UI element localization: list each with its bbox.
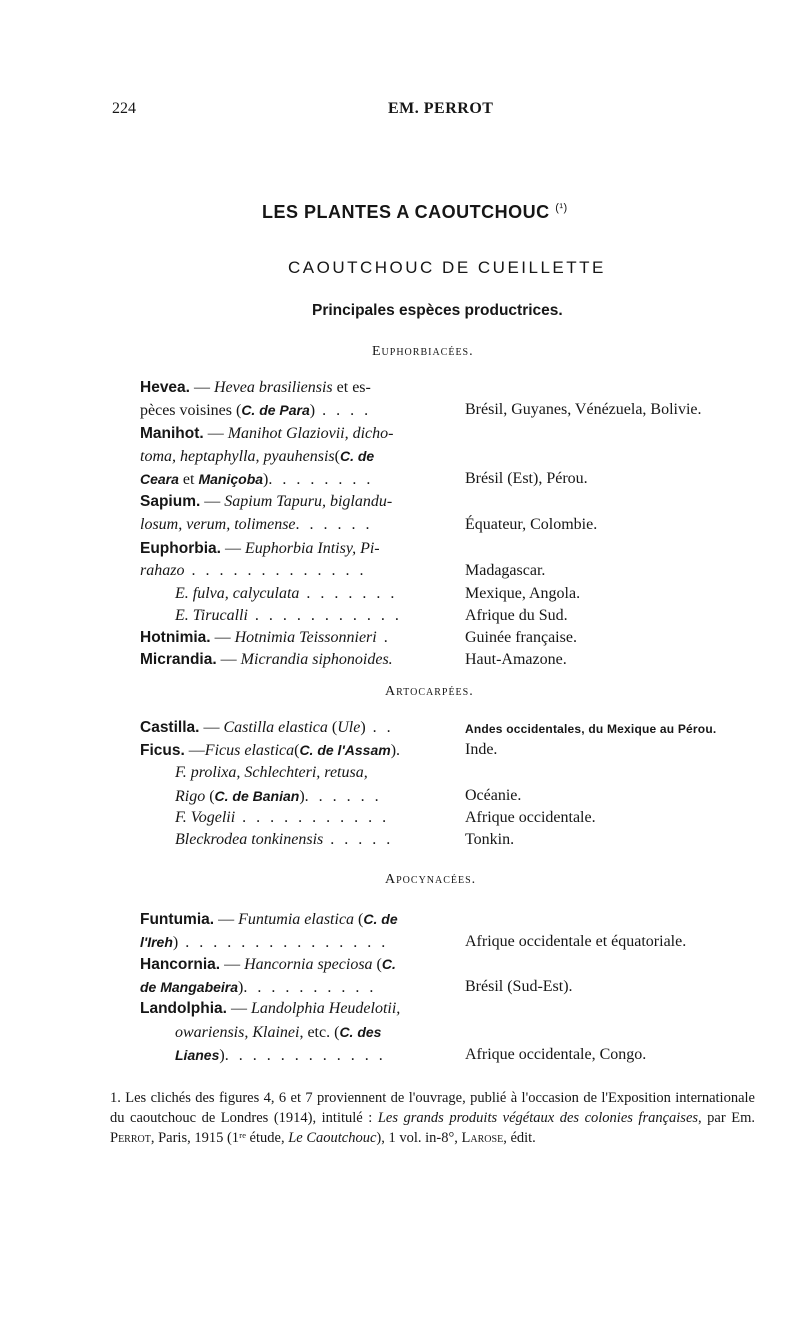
species-name: Euphorbia Intisy, Pi-	[244, 540, 380, 557]
text: )	[299, 788, 305, 805]
list-item	[140, 627, 391, 649]
footnote-text: , édit.	[503, 1130, 536, 1146]
locality: Afrique du Sud.	[465, 607, 568, 624]
text: )	[263, 471, 269, 488]
locality: Équateur, Colombie.	[465, 516, 598, 533]
locality: Océanie.	[465, 787, 522, 804]
list-item	[140, 649, 393, 671]
species-name: Manihot Glaziovii, dicho-	[227, 425, 394, 442]
footnote-marker: (¹)	[555, 202, 568, 214]
footnote-text: l'Exposition internationale du caoutchouc de Londres (1914), intitulé :	[110, 1090, 755, 1126]
locality: Guinée française.	[465, 629, 577, 646]
common-name: C. des	[339, 1024, 382, 1040]
list-item	[175, 829, 393, 851]
list-item	[175, 583, 397, 605]
family-heading-artocarpees: Artocarpées.	[385, 684, 474, 699]
list-item	[140, 491, 392, 513]
genus-name: Euphorbia.	[140, 540, 221, 557]
locality: Afrique occidentale, Congo.	[465, 1046, 647, 1063]
locality: Brésil (Sud-Est).	[465, 978, 573, 995]
species-name: Micrandia siphonoides.	[240, 651, 393, 668]
leader-dots: . . . . . . . . . . . . . . .	[178, 934, 389, 951]
species-name: E. fulva, calyculata	[175, 585, 300, 602]
main-title-text: LES PLANTES A CAOUTCHOUC	[262, 202, 550, 222]
list-item	[140, 560, 366, 582]
leader-dots: . . . . . . . . . . . . .	[184, 562, 367, 579]
common-name: Ceara	[140, 471, 179, 487]
genus-name: Ficus.	[140, 742, 185, 759]
footnote-publisher: Larose	[461, 1130, 504, 1146]
species-name: owariensis, Klainei	[175, 1024, 300, 1041]
footnote	[110, 1088, 755, 1148]
list-item	[175, 785, 382, 808]
text: , etc. (	[299, 1024, 340, 1041]
list-item	[140, 423, 393, 445]
section-subtitle: CAOUTCHOUC DE CUEILLETTE	[288, 258, 606, 277]
text: )	[219, 1047, 225, 1064]
footnote-text: 1. Les clichés des figures 4, 6 et 7 proviennent de l'ouvrage, publié à l'occasion de	[110, 1090, 598, 1106]
locality: Mexique, Angola.	[465, 585, 581, 602]
genus-name: Funtumia.	[140, 911, 215, 928]
footnote-author: Perrot	[110, 1130, 151, 1146]
leader-dots: . . . . . . . .	[268, 471, 374, 488]
locality: Brésil (Est), Pérou.	[465, 470, 588, 487]
dash: —	[220, 956, 245, 973]
locality: Afrique occidentale et équatoriale.	[465, 933, 687, 950]
species-name: F. Vogelii	[175, 809, 236, 826]
species-name: losum, verum, tolimense	[140, 516, 296, 533]
list-item	[140, 739, 400, 762]
species-name: Hancornia speciosa	[244, 956, 373, 973]
family-heading-euphorbiacees: Euphorbiacées.	[372, 344, 474, 359]
author-name: Ule	[337, 719, 361, 736]
common-name: l'Ireh	[140, 934, 173, 950]
list-item	[140, 953, 396, 976]
list-item	[140, 538, 380, 560]
species-name: toma, heptaphylla, pyauhensis	[140, 448, 335, 465]
text: )	[360, 719, 366, 736]
text: et es-	[332, 379, 371, 396]
genus-name: Landolphia.	[140, 1000, 227, 1017]
list-item	[175, 1021, 381, 1044]
text: (	[205, 788, 215, 805]
locality: Madagascar.	[465, 562, 546, 579]
locality: Tonkin.	[465, 831, 515, 848]
species-name: Ficus elastica	[204, 742, 295, 759]
text: ).	[390, 742, 401, 759]
footnote-text: , par Em.	[698, 1110, 755, 1126]
common-name: C. de Banian	[214, 788, 300, 804]
species-name: Landolphia Heudelotii,	[250, 1000, 401, 1017]
leader-dots: . . . . . . . . . . .	[235, 809, 390, 826]
list-item	[140, 931, 388, 954]
leader-dots: . . . . . . . . . . .	[247, 607, 402, 624]
dash: —	[220, 540, 245, 557]
genus-name: Hevea.	[140, 379, 190, 396]
dash: —	[199, 719, 224, 736]
dash: —	[184, 742, 205, 759]
list-item	[140, 377, 371, 399]
dash: —	[214, 911, 239, 928]
common-name: C. de	[339, 448, 375, 464]
species-name: F. prolixa, Schlechteri, retusa,	[175, 764, 368, 781]
leader-dots: . . . . . . . . . . . .	[224, 1047, 386, 1064]
text: )	[172, 934, 179, 951]
dash: —	[216, 651, 241, 668]
species-name: rahazo	[140, 562, 185, 579]
list-item	[140, 514, 373, 536]
footnote-text: ), 1 vol. in-8°,	[376, 1130, 462, 1146]
text: et	[178, 471, 199, 488]
section-subtitle-2: Principales espèces productrices.	[312, 302, 563, 319]
footnote-title: Le Caoutchouc	[288, 1130, 377, 1146]
genus-name: Hotnimia.	[140, 629, 211, 646]
common-name: C. de Para	[241, 402, 310, 418]
text: )	[238, 979, 244, 996]
list-item	[140, 445, 374, 468]
species-name: E. Tirucalli	[175, 607, 248, 624]
text: (	[334, 448, 340, 465]
list-item	[140, 399, 371, 422]
dash: —	[210, 629, 235, 646]
leader-dots: .	[376, 629, 391, 646]
leader-dots: . . . . . . . . . .	[243, 979, 377, 996]
leader-dots: . . . . . .	[304, 788, 382, 805]
dash: —	[226, 1000, 251, 1017]
page-number: 224	[112, 100, 136, 117]
common-name: de Mangabeira	[140, 979, 239, 995]
locality: Brésil, Guyanes, Vénézuela, Bolivie.	[465, 401, 702, 418]
genus-name: Castilla.	[140, 719, 200, 736]
species-name: Castilla elastica	[223, 719, 328, 736]
locality: Inde.	[465, 741, 498, 758]
common-name: Maniçoba	[198, 471, 264, 487]
text: (	[294, 742, 300, 759]
genus-name: Manihot.	[140, 425, 204, 442]
species-name: Sapium Tapuru, biglandu-	[224, 493, 393, 510]
leader-dots: . .	[365, 719, 394, 736]
locality: Afrique occidentale.	[465, 809, 596, 826]
footnote-text: , Paris, 1915 (1ʳᵉ étude,	[150, 1130, 285, 1146]
species-name: Hevea brasiliensis	[213, 379, 333, 396]
text: )	[309, 402, 316, 419]
dash: —	[189, 379, 214, 396]
locality: Andes occidentales, du Mexique au Pérou.	[465, 722, 717, 736]
footnote-title: produits végétaux des colonies françaises	[449, 1110, 699, 1126]
list-item	[175, 807, 389, 829]
list-item	[140, 976, 376, 999]
list-item	[175, 605, 402, 627]
common-name: C. de	[363, 911, 398, 927]
footnote-title: Les grands	[377, 1110, 444, 1126]
family-heading-apocynacees: Apocynacées.	[385, 872, 477, 887]
text: pèces voisines (	[140, 402, 242, 419]
list-item	[175, 1044, 386, 1067]
species-name: Hotnimia Teissonnieri	[234, 629, 377, 646]
leader-dots: . . . . . .	[295, 516, 373, 533]
list-item	[140, 908, 398, 931]
species-name: Bleckrodea tonkinensis	[175, 831, 324, 848]
common-name: Lianes	[175, 1047, 220, 1063]
list-item	[140, 717, 394, 739]
leader-dots: . . . . . . .	[299, 585, 398, 602]
common-name: C.	[381, 956, 396, 972]
text: (	[354, 911, 364, 928]
list-item	[140, 468, 373, 491]
genus-name: Hancornia.	[140, 956, 221, 973]
leader-dots: . . . .	[315, 402, 372, 419]
leader-dots: . . . . .	[323, 831, 394, 848]
list-item	[140, 998, 400, 1020]
locality: Haut-Amazone.	[465, 651, 567, 668]
species-name: Rigo	[175, 788, 206, 805]
text: (	[327, 719, 338, 736]
genus-name: Micrandia.	[140, 651, 217, 668]
dash: —	[200, 493, 225, 510]
species-name: Funtumia elastica	[238, 911, 355, 928]
dash: —	[203, 425, 228, 442]
genus-name: Sapium.	[140, 493, 201, 510]
list-item	[175, 762, 368, 784]
running-head: EM. PERROT	[388, 100, 494, 117]
common-name: C. de l'Assam	[299, 742, 391, 758]
text: (	[372, 956, 382, 973]
